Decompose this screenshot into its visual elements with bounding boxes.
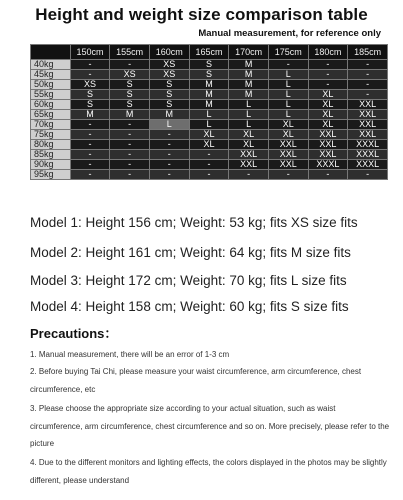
size-cell: XXXL: [348, 140, 388, 150]
size-cell: -: [110, 160, 150, 170]
size-cell: -: [70, 130, 110, 140]
model-line: Model 4: Height 158 cm; Weight: 60 kg; fits S size fits: [30, 299, 349, 314]
size-cell: XXL: [348, 130, 388, 140]
size-cell: -: [70, 70, 110, 80]
size-table: [30, 44, 388, 180]
size-cell: M: [189, 90, 229, 100]
size-cell: -: [189, 160, 229, 170]
size-table-body: [31, 60, 388, 180]
size-cell: XXL: [348, 120, 388, 130]
size-cell: M: [189, 80, 229, 90]
weight-label: 90kg: [31, 160, 71, 170]
size-cell: M: [229, 90, 269, 100]
size-cell: XL: [308, 100, 348, 110]
table-row: [31, 100, 388, 110]
size-cell: XS: [149, 60, 189, 70]
size-cell: XXL: [348, 110, 388, 120]
table-row: [31, 120, 388, 130]
size-cell: L: [189, 120, 229, 130]
weight-label: 50kg: [31, 80, 71, 90]
size-cell: XXL: [268, 150, 308, 160]
height-header: 180cm: [308, 45, 348, 60]
size-cell: -: [348, 70, 388, 80]
size-cell: XL: [229, 140, 269, 150]
size-cell: L: [229, 110, 269, 120]
size-cell: -: [110, 170, 150, 180]
size-cell: -: [70, 160, 110, 170]
size-cell: -: [70, 120, 110, 130]
size-cell: -: [149, 170, 189, 180]
precautions-title: Precautions：: [30, 326, 118, 341]
size-cell: -: [348, 90, 388, 100]
height-header: 160cm: [149, 45, 189, 60]
size-cell: M: [229, 80, 269, 90]
size-cell: -: [308, 80, 348, 90]
size-cell: XXL: [229, 160, 269, 170]
size-cell: XL: [308, 110, 348, 120]
size-cell: -: [70, 150, 110, 160]
table-row: [31, 130, 388, 140]
size-cell: S: [110, 80, 150, 90]
size-cell: XXL: [268, 160, 308, 170]
height-header: 150cm: [70, 45, 110, 60]
size-cell: XXXL: [348, 160, 388, 170]
size-cell: L: [268, 70, 308, 80]
size-cell: -: [308, 70, 348, 80]
table-row: [31, 60, 388, 70]
weight-label: 60kg: [31, 100, 71, 110]
size-cell: XXL: [229, 150, 269, 160]
size-cell: XXL: [308, 150, 348, 160]
weight-label: 95kg: [31, 170, 71, 180]
size-cell: -: [110, 60, 150, 70]
size-cell: -: [308, 170, 348, 180]
size-cell: S: [70, 100, 110, 110]
height-header: 175cm: [268, 45, 308, 60]
precaution-note: 1. Manual measurement, there will be an error of 1-3 cm: [30, 350, 230, 359]
size-cell: -: [189, 150, 229, 160]
size-cell: -: [149, 150, 189, 160]
size-cell: XS: [70, 80, 110, 90]
size-cell: L: [149, 120, 189, 130]
size-cell: L: [268, 110, 308, 120]
size-cell: L: [268, 80, 308, 90]
precaution-note: 3. Please choose the appropriate size according to your actual situation, such as waist circumference, arm circumference, chest circumference and so on. More precisely, please refer to the picture: [30, 404, 390, 448]
size-table-container: [30, 44, 388, 179]
model-line: Model 3: Height 172 cm; Weight: 70 kg; fits L size fits: [30, 273, 347, 288]
size-cell: -: [70, 170, 110, 180]
size-cell: -: [149, 130, 189, 140]
weight-label: 75kg: [31, 130, 71, 140]
height-header: 170cm: [229, 45, 269, 60]
size-cell: S: [149, 90, 189, 100]
size-cell: S: [110, 100, 150, 110]
size-cell: -: [348, 80, 388, 90]
page-title: Height and weight size comparison table: [35, 5, 368, 24]
size-cell: L: [268, 100, 308, 110]
table-row: [31, 150, 388, 160]
size-cell: M: [229, 60, 269, 70]
size-cell: -: [110, 140, 150, 150]
size-cell: S: [70, 90, 110, 100]
size-cell: -: [70, 60, 110, 70]
height-header: 155cm: [110, 45, 150, 60]
size-cell: XL: [189, 130, 229, 140]
size-cell: XXXL: [308, 160, 348, 170]
size-cell: XXL: [268, 140, 308, 150]
weight-label: 55kg: [31, 90, 71, 100]
size-cell: XXXL: [348, 150, 388, 160]
size-cell: XS: [149, 70, 189, 80]
height-header: 165cm: [189, 45, 229, 60]
size-cell: XL: [189, 140, 229, 150]
size-cell: -: [149, 140, 189, 150]
precaution-note: 4. Due to the different monitors and lighting effects, the colors displayed in the photos may be slightly different, please understand: [30, 458, 387, 485]
size-cell: L: [229, 100, 269, 110]
size-cell: -: [348, 170, 388, 180]
size-cell: -: [110, 150, 150, 160]
size-cell: -: [149, 160, 189, 170]
table-row: [31, 140, 388, 150]
weight-label: 40kg: [31, 60, 71, 70]
size-cell: L: [189, 110, 229, 120]
size-cell: -: [308, 60, 348, 70]
size-cell: L: [268, 90, 308, 100]
model-line: Model 1: Height 156 cm; Weight: 53 kg; fits XS size fits: [30, 215, 358, 230]
size-cell: S: [110, 90, 150, 100]
size-cell: -: [229, 170, 269, 180]
size-cell: XL: [229, 130, 269, 140]
weight-label: 85kg: [31, 150, 71, 160]
size-cell: XL: [308, 90, 348, 100]
weight-label: 80kg: [31, 140, 71, 150]
size-cell: -: [110, 130, 150, 140]
size-cell: -: [348, 60, 388, 70]
table-row: [31, 110, 388, 120]
table-row: [31, 170, 388, 180]
size-cell: S: [149, 100, 189, 110]
size-cell: XL: [268, 130, 308, 140]
weight-label: 45kg: [31, 70, 71, 80]
precaution-note: 2. Before buying Tai Chi, please measure your waist circumference, arm circumference, chest circumference, etc: [30, 367, 362, 394]
size-cell: XL: [268, 120, 308, 130]
size-cell: -: [268, 170, 308, 180]
table-row: [31, 160, 388, 170]
weight-label: 65kg: [31, 110, 71, 120]
size-cell: XXL: [308, 130, 348, 140]
size-cell: -: [70, 140, 110, 150]
size-cell: M: [149, 110, 189, 120]
size-cell: M: [70, 110, 110, 120]
size-cell: M: [229, 70, 269, 80]
size-cell: -: [189, 170, 229, 180]
table-row: [31, 70, 388, 80]
size-cell: S: [189, 70, 229, 80]
size-cell: M: [110, 110, 150, 120]
size-cell: XS: [110, 70, 150, 80]
header-row: [31, 45, 388, 60]
size-cell: -: [268, 60, 308, 70]
size-cell: XXL: [348, 100, 388, 110]
size-cell: XXL: [308, 140, 348, 150]
size-cell: -: [110, 120, 150, 130]
table-row: [31, 90, 388, 100]
size-cell: S: [189, 60, 229, 70]
page-subtitle: Manual measurement, for reference only: [198, 28, 381, 39]
table-corner-cell: [31, 45, 71, 60]
size-cell: XL: [308, 120, 348, 130]
height-header: 185cm: [348, 45, 388, 60]
size-cell: L: [229, 120, 269, 130]
table-row: [31, 80, 388, 90]
size-cell: S: [149, 80, 189, 90]
model-line: Model 2: Height 161 cm; Weight: 64 kg; fits M size fits: [30, 245, 351, 260]
size-cell: M: [189, 100, 229, 110]
weight-label: 70kg: [31, 120, 71, 130]
